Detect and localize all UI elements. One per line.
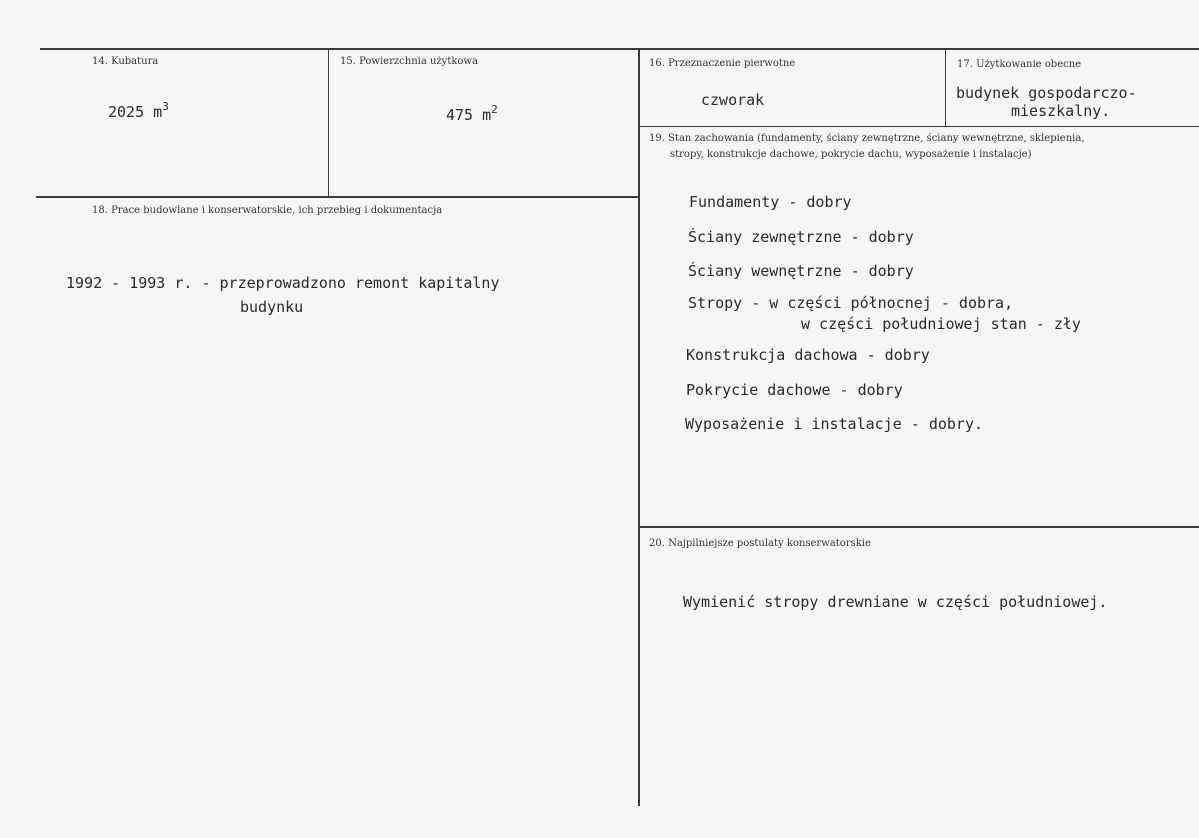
stan-item-sciany-zewnetrzne: Ściany zewnętrzne - dobry	[688, 228, 914, 246]
divider-14-15	[328, 49, 329, 197]
divider-16-17	[945, 49, 946, 127]
main-vertical-divider	[638, 49, 640, 806]
stan-item-stropy: Stropy - w części północnej - dobra,	[688, 294, 1014, 312]
kubatura-value: 2025 $m^3$	[108, 100, 169, 121]
stan-item-sciany-wewnetrzne: Ściany wewnętrzne - dobry	[688, 262, 914, 280]
kubatura-label: 14. Kubatura	[92, 56, 159, 67]
stan-item-konstrukcja: Konstrukcja dachowa - dobry	[686, 346, 930, 364]
przeznaczenie-label: 16. Przeznaczenie pierwotne	[649, 58, 796, 69]
powierzchnia-value: 475 $m^2$	[446, 103, 498, 124]
rule-above-20	[639, 526, 1199, 528]
uzytkowanie-value-line1: budynek gospodarczo-	[956, 84, 1137, 102]
postulaty-label: 20. Najpilniejsze postulaty konserwatorskie	[649, 538, 871, 549]
prace-value-line2: budynku	[240, 298, 304, 316]
uzytkowanie-value-line2: mieszkalny.	[1011, 102, 1111, 120]
przeznaczenie-value: czworak	[701, 91, 765, 109]
top-rule	[40, 48, 1199, 50]
prace-label: 18. Prace budowlane i konserwatorskie, ich przebieg i dokumentacja	[92, 205, 443, 216]
rule-under-16-17	[639, 126, 1199, 127]
stan-item-stropy-cont: w części południowej stan - zły	[801, 315, 1081, 333]
stan-label-line1: 19. Stan zachowania (fundamenty, ściany zewnętrzne, ściany wewnętrzne, sklepienia,	[649, 133, 1085, 144]
postulaty-value: Wymienić stropy drewniane w części południowej.	[683, 593, 1108, 611]
prace-value-line1: 1992 - 1993 r. - przeprowadzono remont kapitalny	[66, 274, 500, 292]
powierzchnia-label: 15. Powierzchnia użytkowa	[340, 56, 478, 67]
uzytkowanie-label: 17. Użytkowanie obecne	[957, 59, 1082, 70]
stan-item-pokrycie: Pokrycie dachowe - dobry	[686, 381, 903, 399]
rule-under-14-15	[36, 196, 639, 198]
stan-label-line2: stropy, konstrukcje dachowe, pokrycie dachu, wyposażenie i instalacje)	[670, 149, 1032, 160]
stan-item-fundamenty: Fundamenty - dobry	[689, 193, 852, 211]
stan-item-wyposazenie: Wyposażenie i instalacje - dobry.	[685, 415, 984, 433]
